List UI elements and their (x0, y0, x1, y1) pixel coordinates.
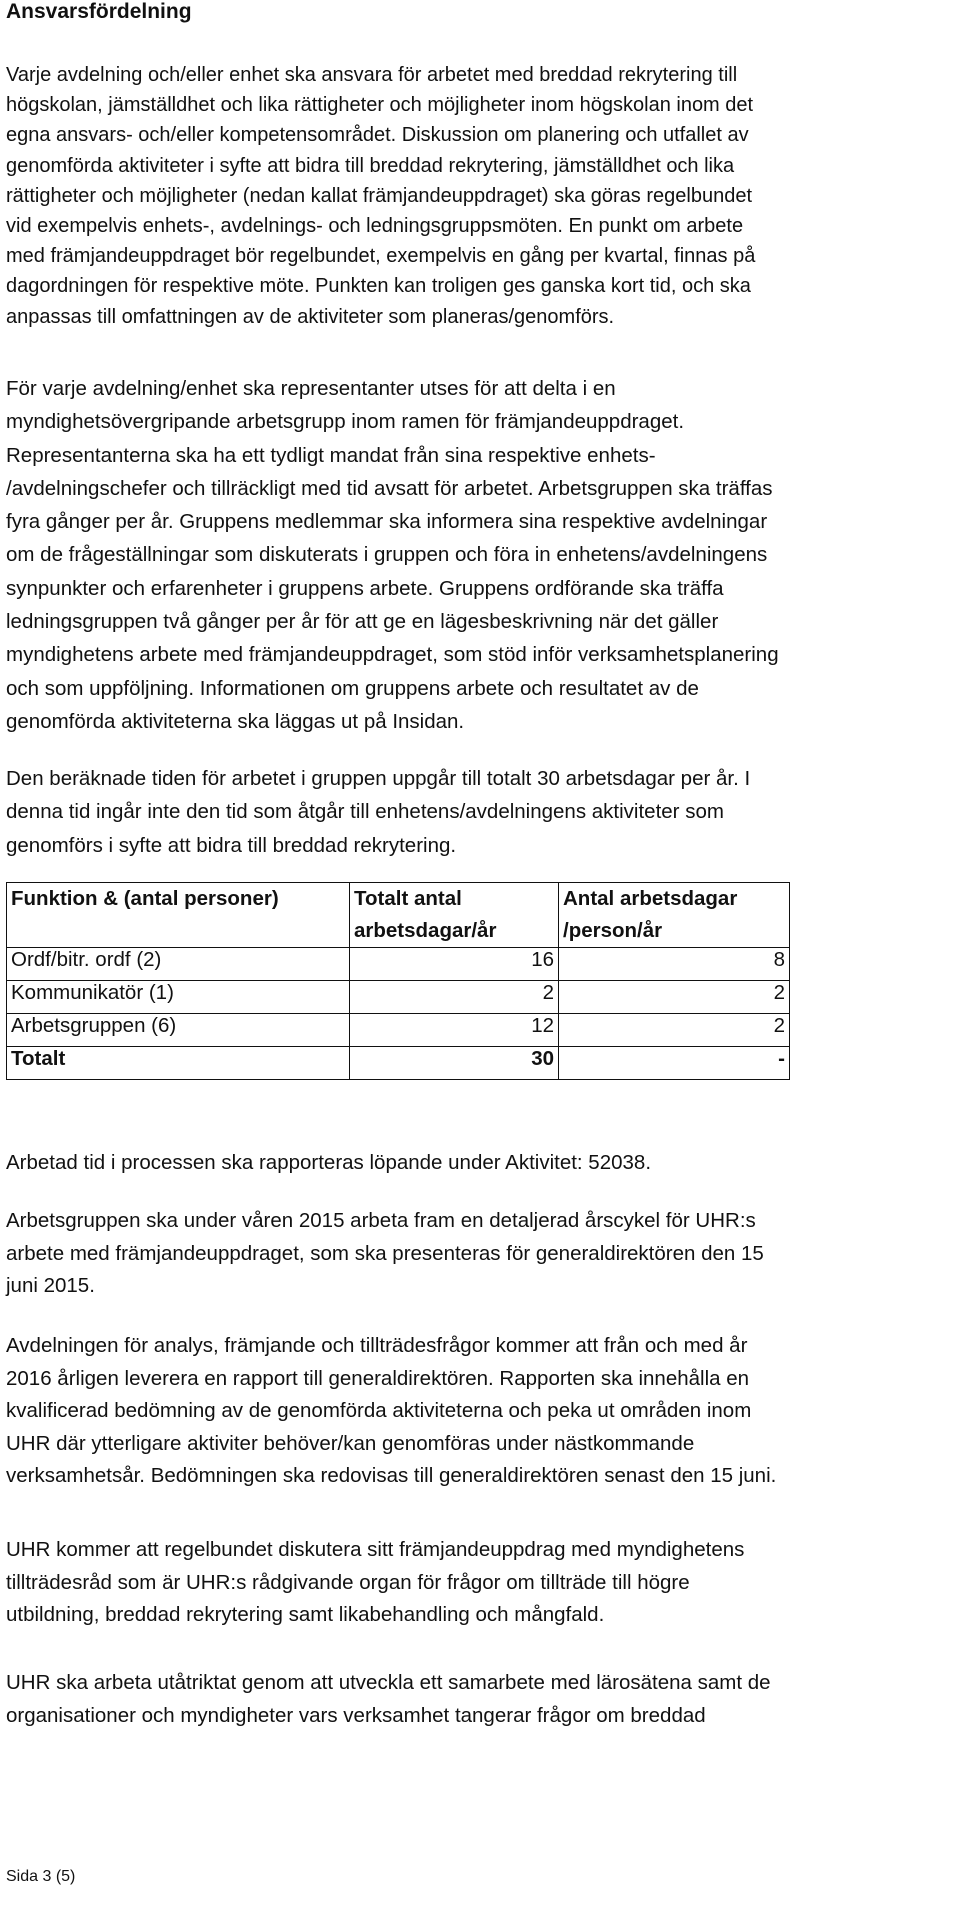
table-header-cell: Funktion & (antal personer) (7, 883, 350, 948)
table-header-row (7, 883, 790, 948)
paragraph-outreach: UHR ska arbeta utåtriktat genom att utveckla ett samarbete med lärosätena samt de organisationer och myndigheter vars verksamhet tangerar frågor om breddad (6, 1671, 771, 1727)
table-cell: Ordf/bitr. ordf (2) (7, 948, 350, 981)
section-heading: Ansvarsfördelning (6, 0, 192, 23)
table-cell: 2 (559, 981, 790, 1014)
table-cell: Arbetsgruppen (6) (7, 1014, 350, 1047)
table-cell: 12 (350, 1014, 559, 1047)
table-cell: 8 (559, 948, 790, 981)
table-cell: Totalt (7, 1047, 350, 1080)
table-total-row (7, 1047, 790, 1080)
table-row (7, 981, 790, 1014)
table-row (7, 1014, 790, 1047)
table-cell: 16 (350, 948, 559, 981)
paragraph-responsibility: Varje avdelning och/eller enhet ska ansvara för arbetet med breddad rekrytering till högskolan, jämställdhet och lika rättigheter och möjligheter inom högskolan inom det egna ansvars- och/eller kompetensområdet. Diskussion om planering och utfallet av genomförda aktiviteter i syfte att bidra till breddad rekrytering, jämställdhet och lika rättigheter och möjligheter (nedan kallat främjandeuppdraget) ska göras regelbundet vid exempelvis enhets-, avdelnings- och ledningsgruppsmöten. En punkt om arbete med främjandeuppdraget bör regelbundet, exempelvis en gång per kvartal, finnas på dagordningen för respektive möte. Punkten kan troligen ges ganska kort tid, och ska anpassas till omfattningen av de aktiviteter som planeras/genomförs. (6, 64, 756, 328)
table-row (7, 948, 790, 981)
paragraph-estimated-time: Den beräknade tiden för arbetet i gruppen uppgår till totalt 30 arbetsdagar per år. I denna tid ingår inte den tid som åtgår till enhetens/avdelningens aktiviteter som genomförs i syfte att bidra till breddad rekrytering. (6, 767, 751, 857)
paragraph-annual-cycle: Arbetsgruppen ska under våren 2015 arbeta fram en detaljerad årscykel för UHR:s arbete med främjandeuppdraget, som ska presenteras för generaldirektören den 15 juni 2015. (6, 1209, 764, 1297)
table-cell: - (559, 1047, 790, 1080)
table-cell: Kommunikatör (1) (7, 981, 350, 1014)
paragraph-working-group: För varje avdelning/enhet ska representanter utses för att delta i en myndighetsövergripande arbetsgrupp inom ramen för främjandeuppdraget. Representanterna ska ha ett tydligt mandat från sina respektive enhets- /avdelningschefer och tillräckligt med tid avsatt för arbetet. Arbetsgruppen ska träffas fyra gånger per år. Gruppens medlemmar ska informera sina respektive avdelningar om de frågeställningar som diskuterats i gruppen och föra in enhetens/avdelningens synpunkter och erfarenheter i gruppens arbete. Gruppens ordförande ska träffa ledningsgruppen två gånger per år för att ge en lägesbeskrivning när det gäller myndighetens arbete med främjandeuppdraget, som stöd inför verksamhetsplanering och som uppföljning. Informationen om gruppens arbete och resultatet av de genomförda aktiviteterna ska läggas ut på Insidan. (6, 377, 779, 733)
paragraph-annual-report: Avdelningen för analys, främjande och tillträdesfrågor kommer att från och med år 2016 årligen leverera en rapport till generaldirektören. Rapporten ska innehålla en kvalificerad bedömning av de genomförda aktiviteterna och peka ut områden inom UHR där ytterligare aktiviter behöver/kan genomföras under nästkommande verksamhetsår. Bedömningen ska redovisas till generaldirektören senast den 15 juni. (6, 1334, 777, 1487)
table-cell: 2 (559, 1014, 790, 1047)
workdays-table (6, 882, 790, 1080)
table-cell: 30 (350, 1047, 559, 1080)
table-cell: 2 (350, 981, 559, 1014)
table-header-cell: Antal arbetsdagar /person/år (559, 883, 790, 948)
paragraph-activity-reporting: Arbetad tid i processen ska rapporteras löpande under Aktivitet: 52038. (6, 1151, 652, 1174)
table-header-cell: Totalt antal arbetsdagar/år (350, 883, 559, 948)
paragraph-admission-council: UHR kommer att regelbundet diskutera sitt främjandeuppdrag med myndighetens tillträdesråd som är UHR:s rådgivande organ för frågor om tillträde till högre utbildning, breddad rekrytering samt likabehandling och mångfald. (6, 1538, 745, 1626)
page-number: Sida 3 (5) (6, 1868, 76, 1885)
